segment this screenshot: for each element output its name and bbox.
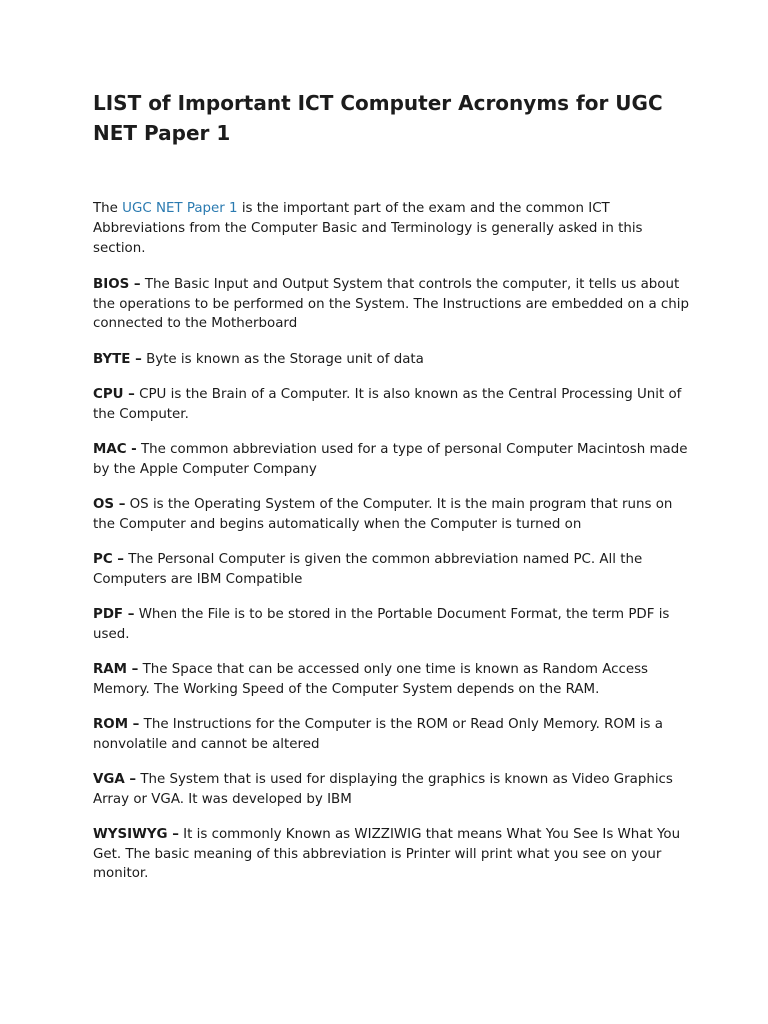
acronym-term: VGA – [93,772,137,787]
acronym-term: ROM – [93,717,140,732]
acronym-entry-pdf [93,605,693,644]
acronym-entry-mac [93,440,693,479]
document-body [93,88,693,881]
acronym-definition: Byte is known as the Storage unit of data [141,351,424,367]
acronym-entry-vga [93,770,693,809]
acronym-definition: When the File is to be stored in the Portable Document Format, the term PDF is used. [93,607,670,642]
acronym-term: OS – [93,497,126,512]
acronym-entry-cpu [93,385,693,424]
intro-text-before: The [93,201,123,216]
acronym-entry-bios [93,275,693,334]
acronym-definition: The Personal Computer is given the common abbreviation named PC. All the Computers are IBM Compatible [93,552,643,587]
intro-text-after: is the important part of the exam and the common ICT Abbreviations from the Computer Basic and Terminology is generally asked in this section. [93,201,643,256]
acronym-entry-byte [93,350,693,370]
acronym-term: RAM – [93,662,139,677]
acronym-term: PDF – [93,607,135,622]
acronym-definition: OS is the Operating System of the Computer. It is the main program that runs on the Computer and begins automatically when the Computer is turned on [93,497,673,532]
acronym-term: BYTE – [93,351,142,367]
acronym-definition: The Basic Input and Output System that controls the computer, it tells us about the operations to be performed on the System. The Instructions are embedded on a chip connected to the Motherboard [93,277,689,331]
acronym-definition: The System that is used for displaying the graphics is known as Video Graphics Array or VGA. It was developed by IBM [93,772,673,807]
acronym-term: WYSIWYG – [93,827,179,842]
acronym-definition: The Instructions for the Computer is the ROM or Read Only Memory. ROM is a nonvolatile and cannot be altered [93,717,663,752]
acronym-term: BIOS – [93,277,141,292]
acronym-definition: It is commonly Known as WIZZIWIG that means What You See Is What You Get. The basic meaning of this abbreviation is Printer will print what you see on your monitor. [93,827,681,881]
acronym-entry-wysiwyg [93,825,693,884]
acronym-term: MAC - [93,442,137,457]
acronym-term: PC – [93,552,124,567]
acronym-list [93,275,693,900]
acronym-term: CPU – [93,387,135,402]
acronym-definition: CPU is the Brain of a Computer. It is also known as the Central Processing Unit of the Computer. [93,387,682,422]
acronym-definition: The common abbreviation used for a type of personal Computer Macintosh made by the Apple Computer Company [93,442,688,477]
page-title: LIST of Important ICT Computer Acronyms for UGC NET Paper 1 [93,91,663,145]
acronym-definition: The Space that can be accessed only one time is known as Random Access Memory. The Working Speed of the Computer System depends on the RAM. [93,662,649,697]
ugc-net-paper-link[interactable]: UGC NET Paper 1 [122,201,238,216]
acronym-entry-ram [93,660,693,699]
acronym-entry-pc [93,550,693,589]
intro-paragraph [93,199,693,259]
acronym-entry-rom [93,715,693,754]
acronym-entry-os [93,495,693,534]
